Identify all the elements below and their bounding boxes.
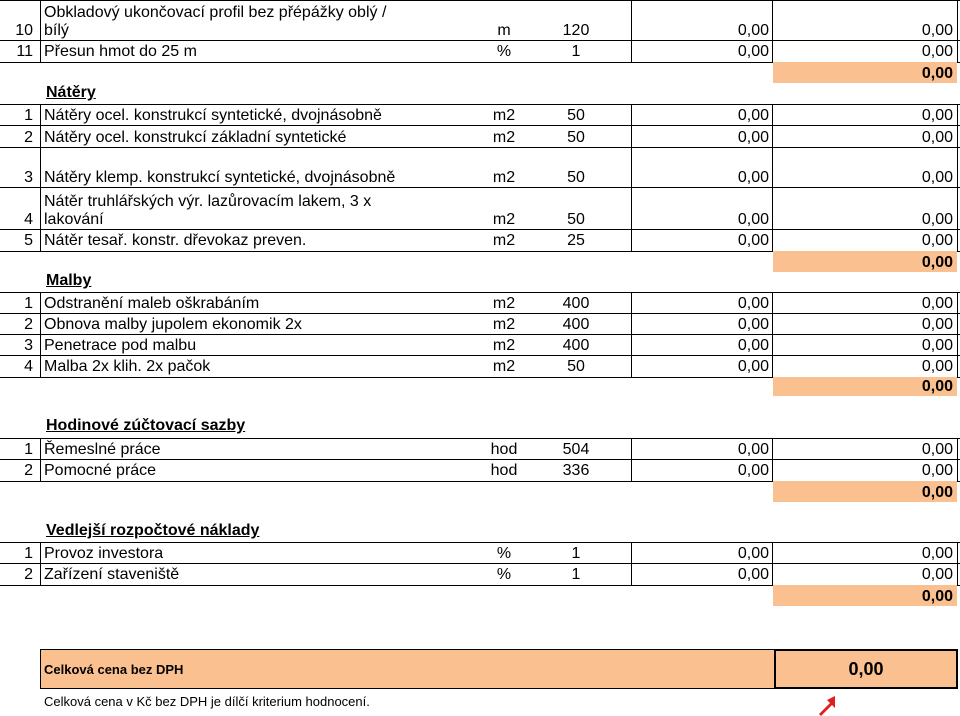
grand-total-label: Celková cena bez DPH bbox=[44, 662, 184, 677]
row-unit-price: 0,00 bbox=[737, 316, 769, 333]
row-description: Nátěr tesař. konstr. dřevokaz preven. bbox=[44, 232, 307, 249]
row-unit-price: 0,00 bbox=[737, 129, 769, 146]
row-description: Pomocné práce bbox=[44, 462, 157, 479]
red-arrow-icon bbox=[818, 696, 836, 716]
section-heading: Nátěry bbox=[46, 84, 96, 101]
row-number: 3 bbox=[24, 337, 33, 354]
row-number: 4 bbox=[24, 358, 33, 375]
row-unit: % bbox=[496, 43, 512, 60]
row-quantity: 504 bbox=[562, 441, 590, 458]
section-heading: Hodinové zúčtovací sazby bbox=[46, 417, 246, 434]
row-unit-price: 0,00 bbox=[737, 43, 769, 60]
row-unit-price: 0,00 bbox=[737, 545, 769, 562]
row-total: 0,00 bbox=[921, 566, 953, 583]
table-row bbox=[0, 459, 960, 482]
row-quantity: 25 bbox=[567, 232, 585, 249]
section-subtotal: 0,00 bbox=[773, 585, 957, 606]
row-unit-price: 0,00 bbox=[737, 337, 769, 354]
row-unit: m2 bbox=[492, 211, 516, 228]
row-quantity: 120 bbox=[562, 22, 590, 39]
row-number: 5 bbox=[24, 232, 33, 249]
row-description: Nátěr truhlářských výr. lazůrovacím lakem, 3 x lakování bbox=[44, 193, 372, 228]
row-total: 0,00 bbox=[921, 316, 953, 333]
table-row bbox=[0, 229, 960, 252]
row-total: 0,00 bbox=[921, 441, 953, 458]
row-number: 1 bbox=[24, 107, 33, 124]
section-subtotal: 0,00 bbox=[773, 377, 957, 396]
table-row bbox=[0, 147, 960, 188]
row-description: Řemeslné práce bbox=[44, 441, 161, 458]
row-unit: % bbox=[496, 566, 512, 583]
row-unit-price: 0,00 bbox=[737, 462, 769, 479]
row-unit-price: 0,00 bbox=[737, 295, 769, 312]
section-heading: Malby bbox=[46, 272, 92, 289]
row-total: 0,00 bbox=[921, 545, 953, 562]
row-total: 0,00 bbox=[921, 22, 953, 39]
row-unit-price: 0,00 bbox=[737, 566, 769, 583]
row-unit: m2 bbox=[492, 358, 516, 375]
row-quantity: 1 bbox=[571, 43, 581, 60]
row-number: 2 bbox=[24, 316, 33, 333]
row-unit: m2 bbox=[492, 232, 516, 249]
table-row bbox=[0, 542, 960, 564]
table-row bbox=[0, 438, 960, 460]
row-quantity: 50 bbox=[567, 129, 585, 146]
row-quantity: 1 bbox=[571, 545, 581, 562]
table-row bbox=[0, 355, 960, 378]
row-number: 4 bbox=[24, 211, 33, 228]
row-total: 0,00 bbox=[921, 107, 953, 124]
table-row bbox=[0, 313, 960, 335]
row-unit: m2 bbox=[492, 129, 516, 146]
table-row bbox=[0, 563, 960, 586]
row-quantity: 50 bbox=[567, 169, 585, 186]
row-total: 0,00 bbox=[921, 211, 953, 228]
section-subtotal: 0,00 bbox=[773, 251, 957, 272]
row-number: 2 bbox=[24, 462, 33, 479]
row-quantity: 50 bbox=[567, 211, 585, 228]
row-number: 11 bbox=[16, 43, 33, 60]
row-total: 0,00 bbox=[921, 129, 953, 146]
row-total: 0,00 bbox=[921, 43, 953, 60]
row-unit: m2 bbox=[492, 337, 516, 354]
row-unit-price: 0,00 bbox=[737, 169, 769, 186]
row-unit: m bbox=[497, 22, 511, 39]
row-number: 1 bbox=[24, 295, 33, 312]
row-number: 1 bbox=[24, 545, 33, 562]
row-total: 0,00 bbox=[921, 232, 953, 249]
row-unit-price: 0,00 bbox=[737, 107, 769, 124]
table-row bbox=[0, 0, 960, 41]
row-description: Odstranění maleb oškrabáním bbox=[44, 295, 260, 312]
row-number: 1 bbox=[24, 441, 33, 458]
table-row bbox=[0, 104, 960, 126]
row-number: 3 bbox=[24, 169, 33, 186]
row-unit: m2 bbox=[492, 107, 516, 124]
row-number: 2 bbox=[24, 566, 33, 583]
row-description: Penetrace pod malbu bbox=[44, 337, 197, 354]
row-unit: hod bbox=[490, 441, 518, 458]
table-row bbox=[0, 334, 960, 356]
row-unit: m2 bbox=[492, 295, 516, 312]
row-quantity: 400 bbox=[562, 316, 590, 333]
row-unit: m2 bbox=[492, 316, 516, 333]
section-heading: Vedlejší rozpočtové náklady bbox=[46, 522, 260, 539]
row-unit-price: 0,00 bbox=[737, 358, 769, 375]
row-description: Obkladový ukončovací profil bez přépážky oblý / bílý bbox=[44, 4, 387, 39]
table-row bbox=[0, 125, 960, 148]
row-quantity: 400 bbox=[562, 295, 590, 312]
row-unit-price: 0,00 bbox=[737, 211, 769, 228]
table-row bbox=[0, 40, 960, 63]
row-quantity: 400 bbox=[562, 337, 590, 354]
row-number: 2 bbox=[24, 129, 33, 146]
row-unit-price: 0,00 bbox=[737, 441, 769, 458]
row-total: 0,00 bbox=[921, 462, 953, 479]
grand-total-value: 0,00 bbox=[774, 649, 958, 689]
row-total: 0,00 bbox=[921, 337, 953, 354]
row-unit: hod bbox=[490, 462, 518, 479]
section-subtotal: 0,00 bbox=[773, 62, 957, 83]
row-description: Nátěry ocel. konstrukcí základní syntetické bbox=[44, 129, 347, 146]
row-description: Provoz investora bbox=[44, 545, 164, 562]
row-description: Nátěry ocel. konstrukcí syntetické, dvojnásobně bbox=[44, 107, 382, 124]
table-row bbox=[0, 292, 960, 314]
row-quantity: 50 bbox=[567, 107, 585, 124]
row-quantity: 336 bbox=[562, 462, 590, 479]
footnote: Celková cena v Kč bez DPH je dílčí kriterium hodnocení. bbox=[44, 694, 370, 709]
table-row bbox=[0, 187, 960, 230]
row-description: Obnova malby jupolem ekonomik 2x bbox=[44, 316, 302, 333]
row-number: 10 bbox=[15, 22, 33, 39]
row-total: 0,00 bbox=[921, 295, 953, 312]
row-unit-price: 0,00 bbox=[737, 22, 769, 39]
row-total: 0,00 bbox=[921, 358, 953, 375]
row-description: Malba 2x klih. 2x pačok bbox=[44, 358, 211, 375]
section-subtotal: 0,00 bbox=[773, 481, 957, 502]
row-quantity: 1 bbox=[571, 566, 581, 583]
row-unit: % bbox=[496, 545, 512, 562]
row-unit-price: 0,00 bbox=[737, 232, 769, 249]
row-description: Nátěry klemp. konstrukcí syntetické, dvojnásobně bbox=[44, 169, 396, 186]
row-quantity: 50 bbox=[567, 358, 585, 375]
row-unit: m2 bbox=[492, 169, 516, 186]
row-description: Přesun hmot do 25 m bbox=[44, 43, 197, 60]
row-total: 0,00 bbox=[921, 169, 953, 186]
row-description: Zařízení staveniště bbox=[44, 566, 180, 583]
